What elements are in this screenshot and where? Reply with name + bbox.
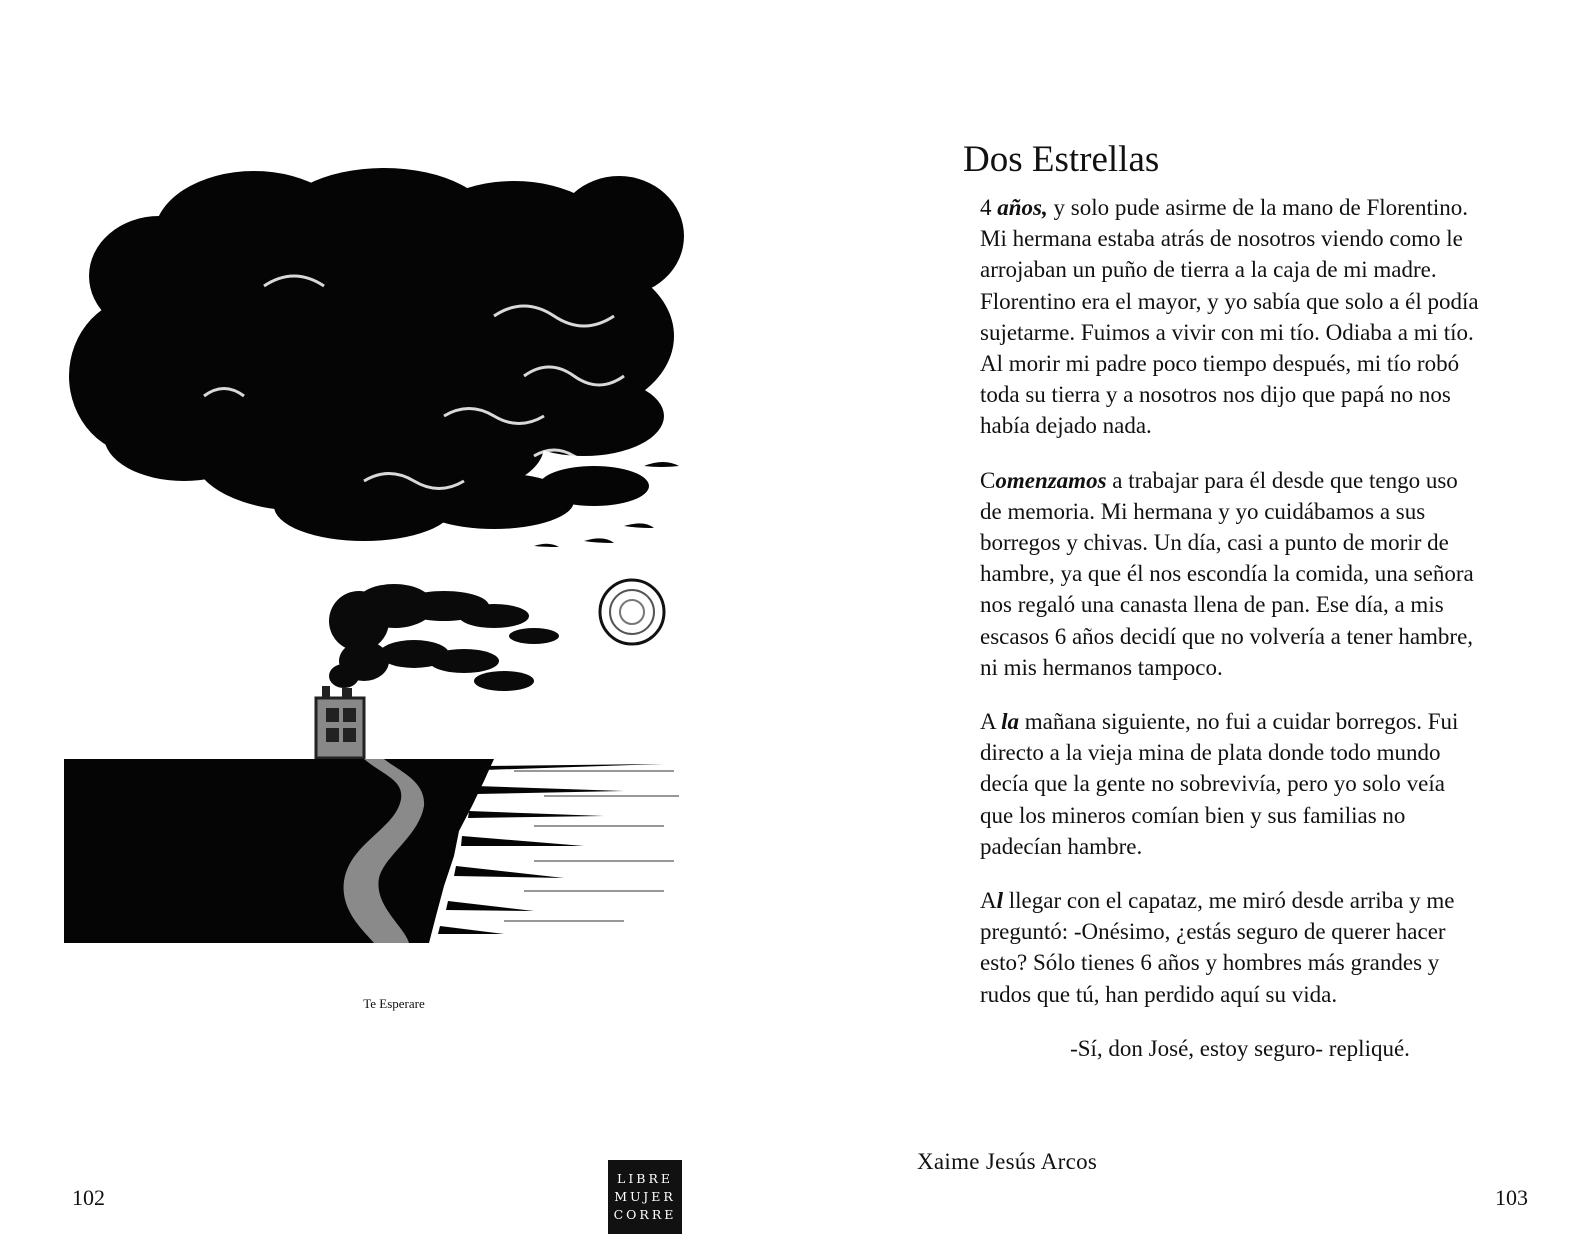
- paragraph-text: llegar con el capataz, me miró desde arriba y me preguntó: -Onésimo, ¿estás seguro de querer hacer esto? Sólo tienes 6 años y hombres más grandes y rudos que tú, han perdido aquí su vida.: [980, 888, 1455, 1007]
- moon: [600, 580, 664, 644]
- page-number-right: 103: [1495, 1185, 1528, 1210]
- illustration-drawing: [64, 166, 686, 968]
- publisher-logo: [608, 1160, 682, 1234]
- paragraph-text: mañana siguiente, no fui a cuidar borregos. Fui directo a la vieja mina de plata donde todo mundo decía que la gente no sobrevivía, pero yo solo veía que los mineros comían bien y sus familias no padecían hambre.: [980, 709, 1459, 859]
- storm-cloud: [69, 168, 684, 541]
- paragraph-lead-emphasis: omenzamos: [995, 467, 1107, 493]
- paragraph-lead: 4: [980, 195, 998, 220]
- story-body: [980, 192, 1480, 1087]
- page-number-left: 102: [72, 1185, 105, 1210]
- paragraph-3: [980, 706, 1480, 862]
- reply-line: -Sí, don José, estoy seguro- repliqué.: [1070, 1035, 1410, 1061]
- paragraph-lead-emphasis: años,: [997, 195, 1048, 220]
- illustration-te-esperare: [64, 166, 686, 968]
- paragraph-lead: A: [980, 888, 997, 914]
- paragraph-lead: A: [980, 709, 1002, 735]
- paragraph-1: [980, 192, 1480, 442]
- ground: [64, 759, 679, 943]
- chimney-smoke: [329, 584, 559, 691]
- logo-line-1: LIBRE: [617, 1171, 673, 1186]
- right-page: [797, 0, 1594, 1240]
- house: [316, 686, 364, 758]
- paragraph-4: [980, 885, 1480, 1010]
- paragraph-2: [980, 465, 1480, 683]
- paragraph-lead-emphasis: l: [996, 888, 1004, 914]
- logo-line-3: CORRE: [613, 1207, 677, 1222]
- paragraph-lead-emphasis: la: [1001, 709, 1019, 735]
- story-title: Dos Estrellas: [963, 139, 1160, 180]
- author-name: Xaime Jesús Arcos: [917, 1149, 1098, 1174]
- logo-line-2: MUJER: [614, 1189, 676, 1204]
- illustration-caption: Te Esperare: [363, 996, 425, 1011]
- paragraph-lead: C: [980, 467, 996, 493]
- paragraph-text: y solo pude asirme de la mano de Florentino. Mi hermana estaba atrás de nosotros viendo como le arrojaban un puño de tierra a la caja de mi madre. Florentino era el mayor, y yo sabía que solo a él podía sujetarme. Fuimos a vivir con mi tío. Odiaba a mi tío. Al morir mi padre poco tiempo después, mi tío robó toda su tierra y a nosotros nos dijo que papá no nos había dejado nada.: [980, 195, 1479, 439]
- paragraph-text: a trabajar para él desde que tengo uso de memoria. Mi hermana y yo cuidábamos a sus borregos y chivas. Un día, casi a punto de morir de hambre, ya que él nos escondía la comida, una señora nos regaló una canasta llena de pan. Ese día, a mis escasos 6 años decidí que no volvería a tener hambre, ni mis hermanos tampoco.: [980, 467, 1474, 680]
